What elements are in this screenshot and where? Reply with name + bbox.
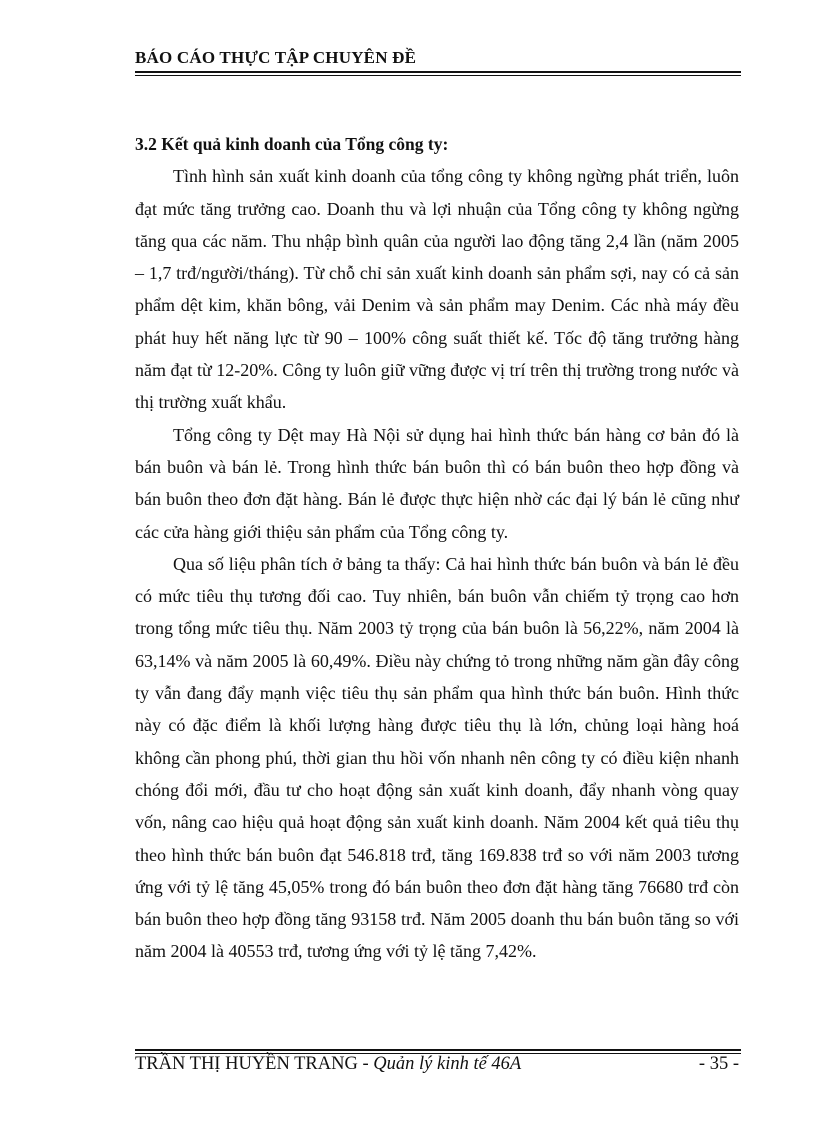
paragraph-sales-channels: Tổng công ty Dệt may Hà Nội sử dụng hai hình thức bán hàng cơ bản đó là bán buôn và bán lẻ. Trong hình thức bán buôn thì có bán buôn theo hợp đồng và bán buôn theo đơn đặt hàng. Bán lẻ được thực hiện nhờ các đại lý bán lẻ cũng như các cửa hàng giới thiệu sản phẩm của Tổng công ty. [135,424,739,542]
footer-course: Quản lý kinh tế 46A [373,1054,522,1074]
section-heading: 3.2 Kết quả kinh doanh của Tổng công ty: [135,134,449,154]
paragraph-business-growth: Tình hình sản xuất kinh doanh của tổng công ty không ngừng phát triển, luôn đạt mức tăng trưởng cao. Doanh thu và lợi nhuận của Tổng công ty không ngừng tăng qua các năm. Thu nhập bình quân của người lao động tăng 2,4 lần (năm 2005 – 1,7 trđ/người/tháng). Từ chỗ chỉ sản xuất kinh doanh sản phẩm sợi, nay có cả sản phẩm dệt kim, khăn bông, vải Denim và sản phẩm may Denim. Các nhà máy đều phát huy hết năng lực từ 90 – 100% công suất thiết kế. Tốc độ tăng trưởng hàng năm đạt từ 12-20%. Công ty luôn giữ vững được vị trí trên thị trường trong nước và thị trường xuất khẩu. [135,166,740,413]
page-number: - 35 - [698,1054,739,1074]
page-footer [135,1054,739,1075]
page-content [135,128,739,968]
footer-author-line [135,1054,521,1075]
paragraph-sales-analysis: Qua số liệu phân tích ở bảng ta thấy: Cả hai hình thức bán buôn và bán lẻ đều có mức tiêu thụ tương đối cao. Tuy nhiên, bán buôn vẫn chiếm tỷ trọng cao hơn trong tổng mức tiêu thụ. Năm 2003 tỷ trọng của bán buôn là 56,22%, năm 2004 là 63,14% và năm 2005 là 60,49%. Điều này chứng tỏ trong những năm gần đây công ty vẫn đang đẩy mạnh việc tiêu thụ sản phẩm qua hình thức bán buôn. Hình thức này có đặc điểm là khối lượng hàng được tiêu thụ là lớn, chủng loại hàng hoá không cần phong phú, thời gian thu hồi vốn nhanh nên công ty có điều kiện nhanh chóng đổi mới, đầu tư cho hoạt động sản xuất kinh doanh, đẩy nhanh vòng quay vốn, nâng cao hiệu quả hoạt động sản xuất kinh doanh. Năm 2004 kết quả tiêu thụ theo hình thức bán buôn đạt 546.818 trđ, tăng 169.838 trđ so với năm 2003 tương ứng với tỷ lệ tăng 45,05% trong đó bán buôn theo đơn đặt hàng tăng 76680 trđ còn bán buôn theo hợp đồng tăng 93158 trđ. Năm 2005 doanh thu bán buôn tăng so với năm 2004 là 40553 trđ, tương ứng với tỷ lệ tăng 7,42%. [135,553,739,962]
page-header-title: BÁO CÁO THỰC TẬP CHUYÊN ĐỀ [135,48,417,67]
footer-author: TRẦN THỊ HUYỀN TRANG - [135,1054,374,1074]
header-divider [135,71,741,76]
